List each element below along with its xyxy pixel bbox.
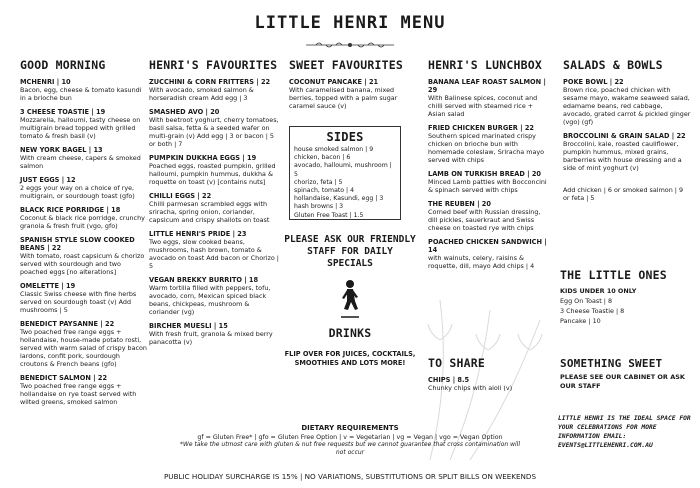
menu-item xyxy=(20,146,148,170)
side-item: Gluten Free Toast | 1.5 xyxy=(294,211,364,219)
side-item: chorizo, feta | 5 xyxy=(294,178,343,186)
side-item: chicken, bacon | 6 xyxy=(294,154,351,162)
menu-item xyxy=(149,108,279,148)
menu-item-name: BENEDICT SALMON | 22 xyxy=(20,374,108,382)
menu-item xyxy=(428,170,550,194)
menu-item xyxy=(149,154,279,186)
menu-item-name: JUST EGGS | 12 xyxy=(20,176,76,184)
column-salads-bowls xyxy=(563,58,691,202)
menu-item-name: CHIPS | 8.5 xyxy=(428,376,470,384)
menu-item-name: BENEDICT PAYSANNE | 22 xyxy=(20,320,115,328)
menu-item xyxy=(20,320,148,368)
menu-item-name: BANANA LEAF ROAST SALMON | 29 xyxy=(428,78,546,94)
menu-item-name: VEGAN BREKKY BURRITO | 18 xyxy=(149,276,259,284)
menu-item xyxy=(20,78,148,102)
daily-specials-message: PLEASE ASK OUR FRIENDLY STAFF FOR DAILY SPECIALS xyxy=(284,234,416,269)
menu-item-name: SPANISH STYLE SLOW COOKED BEANS | 22 xyxy=(20,236,135,252)
menu-item-desc: Southern spiced marinated crispy chicken on brioche bun with homemade coleslaw, Sriracha mayo served with chips xyxy=(428,132,545,164)
dietary-legend: gf = Gluten Free* | gfo = Gluten Free Option | v = Vegetarian | vg = Vegan | vgo = Vegan Option xyxy=(197,434,503,441)
menu-item xyxy=(20,282,148,314)
menu-item-desc: 2 eggs your way on a choice of rye, multigrain, or sourdough toast (gfo) xyxy=(20,184,135,200)
menu-item-desc: With fresh fruit, granola & mixed berry panacotta (v) xyxy=(149,330,273,346)
dietary-note: *We take the utmost care with gluten & nut free requests but we cannot guarantee that cross contamination will not occur xyxy=(180,441,521,456)
menu-item-desc: Brown rice, poached chicken with sesame mayo, wakame seaweed salad, edamame beans, red cabbage, avocado, grated carrot & pickled ginger (vgo) (gf) xyxy=(563,86,691,126)
menu-item-desc: With beetroot yoghurt, cherry tomatoes, basil salsa, fetta & a seeded wafer on multi-grain (v) Add egg | 3 or bacon | 5 or both | 7 xyxy=(149,116,279,148)
menu-item-desc: Bacon, egg, cheese & tomato kasundi in a brioche bun xyxy=(20,86,142,102)
little-ones-subheading: KIDS UNDER 10 ONLY xyxy=(560,287,637,295)
menu-item-name: OMELETTE | 19 xyxy=(20,282,76,290)
little-ones-section xyxy=(560,268,696,326)
menu-item-name: POKE BOWL | 22 xyxy=(563,78,624,86)
menu-item xyxy=(563,132,691,172)
column-henris-lunchbox xyxy=(428,58,550,270)
menu-item xyxy=(149,78,279,102)
menu-item xyxy=(149,230,279,270)
dietary-heading: DIETARY REQUIREMENTS xyxy=(301,424,399,432)
menu-item xyxy=(563,186,691,202)
menu-item xyxy=(149,276,279,316)
walking-man-icon xyxy=(337,279,363,319)
something-sweet-section xyxy=(560,357,696,390)
kids-item: Egg On Toast | 8 xyxy=(560,297,613,305)
surcharge-notice: PUBLIC HOLIDAY SURCHARGE IS 15% | NO VARIATIONS, SUBSTITUTIONS OR SPLIT BILLS ON WEEKENDS xyxy=(163,472,537,481)
sides-box xyxy=(289,126,401,220)
menu-item-desc: Broccolini, kale, roasted cauliflower, pumpkin hummus, mixed grains, barberries with house dressing and a side of mint yoghurt (v) xyxy=(563,140,682,172)
section-heading: HENRI'S FAVOURITES xyxy=(149,58,278,72)
menu-item-desc: Two poached free range eggs + hollandaise, house-made potato rosti, served with warm salad of crispy bacon lardons, confit pork, sourdough croutons & French beans (gfo) xyxy=(20,328,147,368)
menu-item-name: LITTLE HENRI'S PRIDE | 23 xyxy=(149,230,247,238)
menu-item-name: BLACK RICE PORRIDGE | 18 xyxy=(20,206,121,214)
menu-item-name: ZUCCHINI & CORN FRITTERS | 22 xyxy=(149,78,271,86)
little-ones-heading: THE LITTLE ONES xyxy=(560,268,667,282)
menu-item xyxy=(149,322,279,346)
column-henris-favourites xyxy=(149,58,279,346)
something-sweet-heading: SOMETHING SWEET xyxy=(560,357,663,370)
menu-item-name: MCHENRI | 10 xyxy=(20,78,71,86)
something-sweet-text: PLEASE SEE OUR CABINET OR ASK OUR STAFF xyxy=(560,373,685,390)
menu-item-desc: Coconut & black rice porridge, crunchy granola & fresh fruit (vgo, gfo) xyxy=(20,214,145,230)
kids-item: 3 Cheese Toastie | 8 xyxy=(560,307,625,315)
menu-item-desc: Chunky chips with aioli (v) xyxy=(428,384,513,392)
drinks-heading: DRINKS xyxy=(328,326,372,340)
menu-item-desc: with walnuts, celery, raisins & roquette, dill, mayo Add chips | 4 xyxy=(428,254,535,270)
menu-item-desc: Poached eggs, roasted pumpkin, grilled halloumi, pumpkin hummus, dukkha & roquette on toast (v) [contains nuts] xyxy=(149,162,276,186)
menu-item xyxy=(20,374,148,406)
dietary-requirements xyxy=(180,424,520,456)
section-heading: HENRI'S LUNCHBOX xyxy=(428,58,542,72)
menu-item-name: NEW YORK BAGEL | 13 xyxy=(20,146,103,154)
drinks-section xyxy=(282,326,418,368)
to-share-heading: TO SHARE xyxy=(428,356,485,370)
menu-item xyxy=(149,192,279,224)
menu-item xyxy=(20,206,148,230)
menu-item-name: BROCCOLINI & GRAIN SALAD | 22 xyxy=(563,132,686,140)
menu-item-desc: Corned beef with Russian dressing, dill pickles, sauerkraut and Swiss cheese on toasted rye with chips xyxy=(428,208,541,232)
section-heading: SWEET FAVOURITES xyxy=(289,58,403,72)
menu-item-desc: Classic Swiss cheese with fine herbs served on sourdough toast (v) Add mushrooms | 5 xyxy=(20,290,137,314)
menu-item xyxy=(563,78,691,126)
sides-heading: SIDES xyxy=(326,130,364,144)
menu-item xyxy=(428,200,550,232)
menu-item-desc: With avocado, smoked salmon & horseradish cream Add egg | 3 xyxy=(149,86,254,102)
menu-item-name: LAMB ON TURKISH BREAD | 20 xyxy=(428,170,542,178)
laurel-ornament-icon xyxy=(302,40,398,50)
side-item: house smoked salmon | 9 xyxy=(294,146,374,153)
menu-item-desc: Chilli parmesan scrambled eggs with sriracha, spring onion, coriander, capsicum and crispy shallots on toast xyxy=(149,200,270,224)
menu-item xyxy=(428,124,550,164)
menu-item-desc: Mozzarella, halloumi, tasty cheese on multigrain bread topped with grilled tomato & fresh basil (v) xyxy=(20,116,141,140)
menu-item-desc: Two eggs, slow cooked beans, mushrooms, hash brown, tomato & avocado on toast Add bacon or Chorizo | 5 xyxy=(149,238,279,270)
drinks-text: FLIP OVER FOR JUICES, COCKTAILS, SMOOTHIES AND LOTS MORE! xyxy=(284,350,416,367)
menu-item-desc: Warm tortilla filled with peppers, tofu, avocado, corn, Mexican spiced black beans, chickpeas, mushroom & coriander (vg) xyxy=(149,284,271,316)
menu-item-name: FRIED CHICKEN BURGER | 22 xyxy=(428,124,535,132)
menu-item-desc: With cream cheese, capers & smoked salmon xyxy=(20,154,141,170)
menu-title: LITTLE HENRI MENU xyxy=(254,13,446,33)
menu-item xyxy=(20,236,148,276)
menu-item xyxy=(289,78,417,110)
menu-item-desc: Add chicken | 6 or smoked salmon | 9 or feta | 5 xyxy=(563,186,684,202)
menu-item-name: 3 CHEESE TOASTIE | 19 xyxy=(20,108,106,116)
menu-item-name: COCONUT PANCAKE | 21 xyxy=(289,78,379,86)
menu-item xyxy=(428,238,550,270)
section-heading: SALADS & BOWLS xyxy=(563,58,663,72)
menu-item-desc: With caramelised banana, mixed berries, topped with a palm sugar caramel sauce (v) xyxy=(289,86,398,110)
menu-item-name: PUMPKIN DUKKHA EGGS | 19 xyxy=(149,154,257,162)
side-item: hash browns | 3 xyxy=(294,203,344,211)
menu-item-desc: With Balinese spices, coconut and chilli served with steamed rice + Asian salad xyxy=(428,94,538,118)
column-good-morning xyxy=(20,58,148,406)
kids-item: Pancake | 10 xyxy=(560,317,601,325)
menu-item xyxy=(428,78,550,118)
menu-item-name: POACHED CHICKEN SANDWICH | 14 xyxy=(428,238,547,254)
menu-item-desc: Two poached free range eggs + hollandaise on rye toast served with wilted greens, smoked salmon xyxy=(20,382,137,406)
column-sweet-favourites xyxy=(289,58,417,110)
menu-item-name: CHILLI EGGS | 22 xyxy=(149,192,212,200)
events-info: LITTLE HENRI IS THE IDEAL SPACE FOR YOUR CELEBRATIONS FOR MORE INFORMATION EMAIL: EVENTS@LITTLEHENRI.COM.AU xyxy=(558,415,691,449)
menu-item xyxy=(20,108,148,140)
menu-item-name: BIRCHER MUESLI | 15 xyxy=(149,322,228,330)
section-heading: GOOD MORNING xyxy=(20,58,106,72)
side-item: spinach, tomato | 4 xyxy=(294,187,355,195)
menu-item xyxy=(20,176,148,200)
menu-item-name: THE REUBEN | 20 xyxy=(428,200,491,208)
menu-item-name: SMASHED AVO | 20 xyxy=(149,108,220,116)
side-item: avocado, halloumi, mushroom | 5 xyxy=(294,162,392,178)
menu-item-desc: With tomato, roast capsicum & chorizo served with sourdough and two poached eggs [no alterations] xyxy=(20,252,145,276)
side-item: hollandaise, Kasundi, egg | 3 xyxy=(294,195,384,203)
menu-item-desc: Minced Lamb patties with Bocconcini & spinach served with chips xyxy=(428,178,547,194)
to-share-section xyxy=(428,356,548,392)
